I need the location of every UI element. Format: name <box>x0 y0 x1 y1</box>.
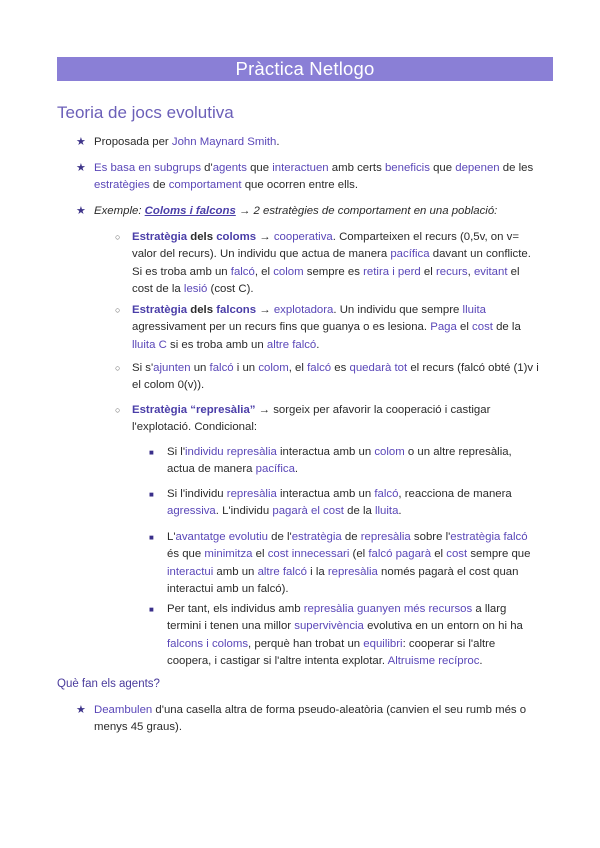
circle-bullet-icon: ○ <box>115 305 121 315</box>
bullet-item: ★ Exemple: Coloms i falcons → 2 estratègies de comportament en una població: <box>94 203 554 220</box>
sub-bullet-item: ○ Si s'ajunten un falcó i un colom, el falcó es quedarà tot el recurs (falcó obté (1)v i el colom 0(v)). <box>115 362 539 392</box>
circle-bullet-icon: ○ <box>115 405 121 415</box>
sub-bullet-item: ○ Estratègia “represàlia” → sorgeix per afavorir la cooperació i castigar l'explotació. Condicional: <box>115 404 491 434</box>
bullet-item: ★ Es basa en subgrups d'agents que interactuen amb certs beneficis que depenen de les estratègies de comportament que ocorren entre ells. <box>76 162 534 192</box>
bullet-item: ★ Proposada per John Maynard Smith. <box>94 134 554 151</box>
star-bullet-icon: ★ <box>76 205 86 217</box>
bullet-item: ★ Deambulen d'una casella altra de forma pseudo-aleatòria (canvien el seu rumb més o menys 45 graus). <box>76 704 527 734</box>
section-heading: Què fan els agents? <box>57 678 160 690</box>
star-bullet-icon: ★ <box>76 136 86 148</box>
star-bullet-icon: ★ <box>76 704 86 716</box>
nested-bullet-item: ■ Si l'individu represàlia interactua amb un colom o un altre represàlia, actua de manera pacífica. <box>149 446 512 476</box>
square-bullet-icon: ■ <box>149 533 154 542</box>
square-bullet-icon: ■ <box>149 490 154 499</box>
sub-bullet-item: ○ Estratègia dels falcons → explotadora. Un individu que sempre lluita agressivament per un recurs fins que guanya o es lesiona. Paga el cost de la lluita C si es troba amb un altre falcó. <box>115 304 521 351</box>
circle-bullet-icon: ○ <box>115 363 121 373</box>
star-bullet-icon: ★ <box>76 162 86 174</box>
square-bullet-icon: ■ <box>149 448 154 457</box>
sub-bullet-item: ○ Estratègia dels coloms → cooperativa. Comparteixen el recurs (0,5v, on v= valor del recurs). Un individu que actua de manera pacífica davant un conflicte. Si es troba amb un falcó, el colom sempre es retira i perd el recurs, evitant el cost de la lesió (cost C). <box>115 231 531 296</box>
nested-bullet-item: ■ Per tant, els individus amb represàlia guanyen més recursos a llarg termini i tenen una millor supervivència evolutiva en un entorn on hi ha falcons i coloms, perquè han trobat un equilibri: cooperar si l'altre coopera, i castigar si l'altre intenta explotar. Altruisme recíproc. <box>149 603 523 668</box>
nested-bullet-item: ■ L'avantatge evolutiu de l'estratègia de represàlia sobre l'estratègia falcó és que minimitza el cost innecessari (el falcó pagarà el cost sempre que interactui amb un altre falcó i la represàlia només pagarà el cost quan interactui amb un falcó). <box>149 531 531 596</box>
nested-bullet-item: ■ Si l'individu represàlia interactua amb un falcó, reacciona de manera agressiva. L'individu pagarà el cost de la lluita. <box>149 488 512 518</box>
page-title: Pràctica Netlogo <box>57 57 553 81</box>
square-bullet-icon: ■ <box>149 605 154 614</box>
section-heading: Teoria de jocs evolutiva <box>57 103 234 122</box>
circle-bullet-icon: ○ <box>115 232 121 242</box>
